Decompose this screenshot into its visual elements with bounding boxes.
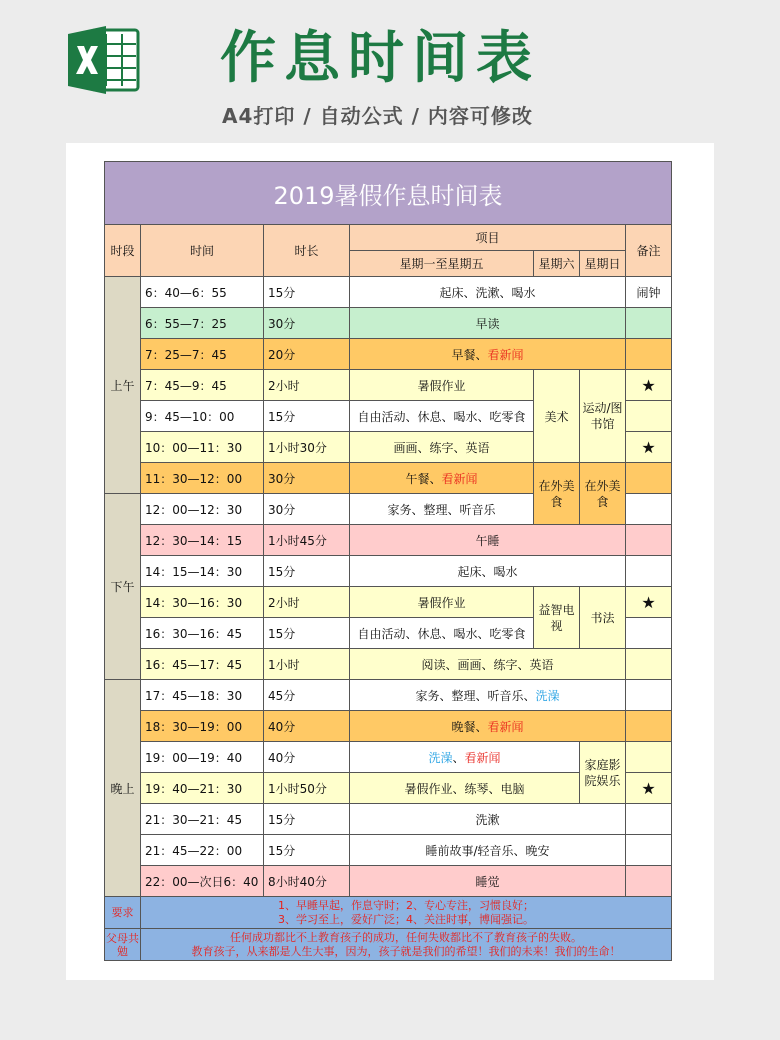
table-row xyxy=(105,525,672,556)
table-row xyxy=(105,711,672,742)
activity-cell: 洗澡、看新闻 xyxy=(350,742,580,773)
time-cell: 16：45—17：45 xyxy=(141,649,264,680)
table-row xyxy=(105,835,672,866)
schedule-table xyxy=(104,161,672,961)
note-cell: ★ xyxy=(626,432,672,463)
schedule-sheet xyxy=(104,161,671,961)
note-cell xyxy=(626,556,672,587)
note-cell xyxy=(626,463,672,494)
activity-cell: 午睡 xyxy=(350,525,626,556)
table-row xyxy=(105,804,672,835)
time-cell: 7：45—9：45 xyxy=(141,370,264,401)
note-cell xyxy=(626,339,672,370)
duration-cell: 15分 xyxy=(264,804,350,835)
duration-cell: 8小时40分 xyxy=(264,866,350,897)
time-cell: 18：30—19：00 xyxy=(141,711,264,742)
requirements-line: 3、学习至上，爱好广泛；4、关注时事，博闻强记。 xyxy=(278,912,535,926)
period-afternoon: 下午 xyxy=(105,494,141,680)
requirements-row xyxy=(105,897,672,929)
duration-cell: 15分 xyxy=(264,835,350,866)
activity-cell: 阅读、画画、练字、英语 xyxy=(350,649,626,680)
duration-cell: 2小时 xyxy=(264,370,350,401)
duration-cell: 30分 xyxy=(264,308,350,339)
table-row xyxy=(105,277,672,308)
sunday-sports-library: 运动/图书馆 xyxy=(580,370,626,463)
activity-cell: 暑假作业 xyxy=(350,587,534,618)
time-cell: 16：30—16：45 xyxy=(141,618,264,649)
duration-cell: 1小时50分 xyxy=(264,773,350,804)
duration-cell: 15分 xyxy=(264,277,350,308)
header-duration: 时长 xyxy=(264,225,350,277)
duration-cell: 15分 xyxy=(264,618,350,649)
note-cell xyxy=(626,308,672,339)
sunday-eat-out: 在外美食 xyxy=(580,463,626,525)
note-cell xyxy=(626,680,672,711)
table-row xyxy=(105,556,672,587)
table-row xyxy=(105,587,672,618)
time-cell: 22：00—次日6：40 xyxy=(141,866,264,897)
activity-cell: 睡前故事/轻音乐、晚安 xyxy=(350,835,626,866)
activity-cell: 家务、整理、听音乐、洗澡 xyxy=(350,680,626,711)
requirements-text xyxy=(141,897,672,929)
duration-cell: 40分 xyxy=(264,742,350,773)
activity-cell: 暑假作业、练琴、电脑 xyxy=(350,773,580,804)
table-row xyxy=(105,339,672,370)
time-cell: 21：30—21：45 xyxy=(141,804,264,835)
time-cell: 11：30—12：00 xyxy=(141,463,264,494)
note-cell: 闹钟 xyxy=(626,277,672,308)
header-project: 项目 xyxy=(350,225,626,251)
sunday-calligraphy: 书法 xyxy=(580,587,626,649)
saturday-art: 美术 xyxy=(534,370,580,463)
table-row xyxy=(105,463,672,494)
note-cell xyxy=(626,649,672,680)
note-cell xyxy=(626,866,672,897)
note-cell xyxy=(626,804,672,835)
saturday-eat-out: 在外美食 xyxy=(534,463,580,525)
parents-line: 教育孩子，从来都是人生大事，因为，孩子就是我们的希望！我们的未来！我们的生命！ xyxy=(191,944,621,958)
header-saturday: 星期六 xyxy=(534,251,580,277)
time-cell: 19：40—21：30 xyxy=(141,773,264,804)
activity-cell: 早读 xyxy=(350,308,626,339)
time-cell: 7：25—7：45 xyxy=(141,339,264,370)
time-cell: 9：45—10：00 xyxy=(141,401,264,432)
period-evening: 晚上 xyxy=(105,680,141,897)
activity-cell: 洗漱 xyxy=(350,804,626,835)
parents-row xyxy=(105,929,672,961)
activity-cell: 家务、整理、听音乐 xyxy=(350,494,534,525)
activity-cell: 暑假作业 xyxy=(350,370,534,401)
table-row xyxy=(105,649,672,680)
time-cell: 19：00—19：40 xyxy=(141,742,264,773)
duration-cell: 1小时 xyxy=(264,649,350,680)
activity-cell: 睡觉 xyxy=(350,866,626,897)
activity-cell: 自由活动、休息、喝水、吃零食 xyxy=(350,401,534,432)
activity-cell: 自由活动、休息、喝水、吃零食 xyxy=(350,618,534,649)
page-header xyxy=(0,0,780,140)
time-cell: 6：40—6：55 xyxy=(141,277,264,308)
header-weekday: 星期一至星期五 xyxy=(350,251,534,277)
page-title: 作息时间表 xyxy=(220,26,540,91)
note-cell: ★ xyxy=(626,587,672,618)
period-morning: 上午 xyxy=(105,277,141,494)
duration-cell: 2小时 xyxy=(264,587,350,618)
duration-cell: 1小时45分 xyxy=(264,525,350,556)
time-cell: 12：00—12：30 xyxy=(141,494,264,525)
duration-cell: 30分 xyxy=(264,494,350,525)
saturday-puzzle-tv: 益智电视 xyxy=(534,587,580,649)
duration-cell: 15分 xyxy=(264,401,350,432)
duration-cell: 20分 xyxy=(264,339,350,370)
parents-label: 父母共勉 xyxy=(105,929,141,961)
note-cell xyxy=(626,494,672,525)
activity-cell: 起床、喝水 xyxy=(350,556,626,587)
time-cell: 17：45—18：30 xyxy=(141,680,264,711)
page-subtitle: A4打印 / 自动公式 / 内容可修改 xyxy=(222,104,533,128)
duration-cell: 15分 xyxy=(264,556,350,587)
activity-cell: 早餐、看新闻 xyxy=(350,339,626,370)
time-cell: 12：30—14：15 xyxy=(141,525,264,556)
note-cell xyxy=(626,742,672,773)
duration-cell: 40分 xyxy=(264,711,350,742)
time-cell: 14：30—16：30 xyxy=(141,587,264,618)
sheet-title: 2019暑假作息时间表 xyxy=(105,162,672,225)
duration-cell: 45分 xyxy=(264,680,350,711)
note-cell xyxy=(626,401,672,432)
note-cell xyxy=(626,618,672,649)
time-cell: 10：00—11：30 xyxy=(141,432,264,463)
note-cell xyxy=(626,835,672,866)
table-row xyxy=(105,866,672,897)
note-cell: ★ xyxy=(626,370,672,401)
note-cell xyxy=(626,525,672,556)
time-cell: 21：45—22：00 xyxy=(141,835,264,866)
header-period: 时段 xyxy=(105,225,141,277)
parents-line: 任何成功都比不上教育孩子的成功，任何失败都比不了教育孩子的失败。 xyxy=(230,930,583,944)
parents-text xyxy=(141,929,672,961)
activity-cell: 画画、练字、英语 xyxy=(350,432,534,463)
sunday-family-cinema: 家庭影院娱乐 xyxy=(580,742,626,804)
note-cell: ★ xyxy=(626,773,672,804)
activity-cell: 午餐、看新闻 xyxy=(350,463,534,494)
header-sunday: 星期日 xyxy=(580,251,626,277)
table-row xyxy=(105,370,672,401)
activity-cell: 起床、洗漱、喝水 xyxy=(350,277,626,308)
header-time: 时间 xyxy=(141,225,264,277)
note-cell xyxy=(626,711,672,742)
excel-icon xyxy=(66,24,142,96)
time-cell: 6：55—7：25 xyxy=(141,308,264,339)
duration-cell: 1小时30分 xyxy=(264,432,350,463)
table-row xyxy=(105,680,672,711)
time-cell: 14：15—14：30 xyxy=(141,556,264,587)
activity-cell: 晚餐、看新闻 xyxy=(350,711,626,742)
requirements-label: 要求 xyxy=(105,897,141,929)
table-row xyxy=(105,742,672,773)
requirements-line: 1、早睡早起，作息守时；2、专心专注，习惯良好； xyxy=(278,898,535,912)
header-note: 备注 xyxy=(626,225,672,277)
duration-cell: 30分 xyxy=(264,463,350,494)
table-row xyxy=(105,308,672,339)
